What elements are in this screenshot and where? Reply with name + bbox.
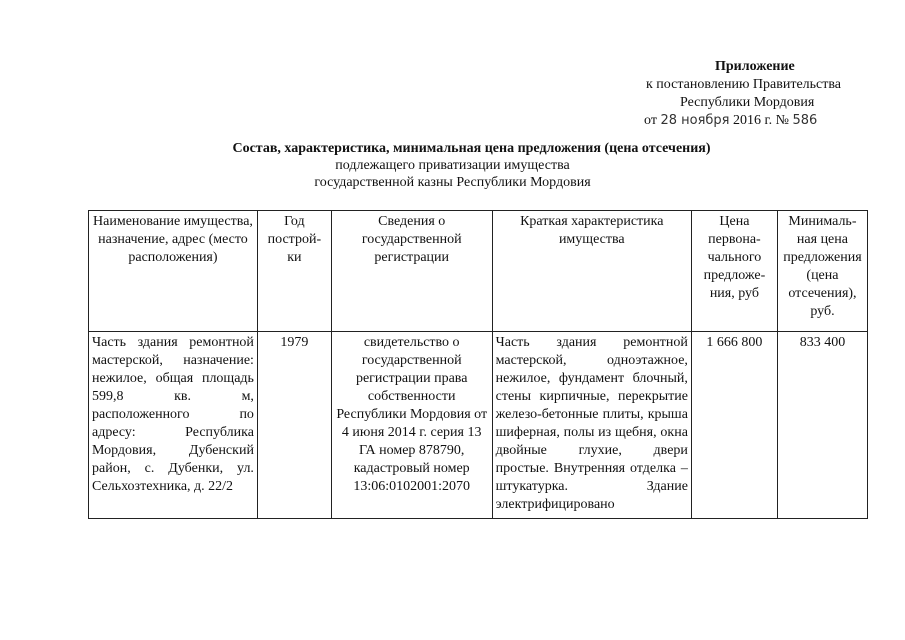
header-initial-price: Цена первона-чального предложе-ния, руб: [691, 211, 777, 332]
appendix-line-resolution: к постановлению Правительства: [646, 77, 842, 92]
property-table: [88, 210, 868, 519]
appendix-title: Приложение: [715, 59, 795, 74]
handwritten-date: 28 ноября: [660, 113, 730, 128]
header-min-price: Минималь-ная цена предложения (цена отсечения), руб.: [777, 211, 867, 332]
cell-year-built: 1979: [257, 332, 331, 519]
appendix-block: [560, 58, 900, 130]
cell-name-address: Часть здания ремонтной мастерской, назначение: нежилое, общая площадь 599,8 кв. м, расположенного по адресу: Республика Мордовия, Дубенский район, с. Дубенки, ул. Сельхозтехника, д. 22/2: [89, 332, 258, 519]
header-characteristics: Краткая характеристика имущества: [492, 211, 691, 332]
date-prefix: от: [644, 113, 657, 128]
heading-main: Состав, характеристика, минимальная цена предложения (цена отсечения): [232, 141, 711, 156]
appendix-line-date: [560, 112, 900, 130]
cell-registration: свидетельство о государственной регистрации права собственности Республики Мордовия от 4 июня 2014 г. серия 13 ГА номер 878790, кадастровый номер 13:06:0102001:2070: [331, 332, 492, 519]
heading-sub-2: государственной казны Республики Мордовия: [314, 175, 591, 190]
document-heading: [0, 140, 905, 191]
cell-characteristics: Часть здания ремонтной мастерской, одноэтажное, нежилое, фундамент блочный, стены кирпичные, перекрытие железо-бетонные плиты, крыша шиферная, полы из щебня, окна двойные глухие, двери простые. Внутренняя отделка – штукатурка. Здание электрифицировано: [492, 332, 691, 519]
header-registration: Сведения о государственной регистрации: [331, 211, 492, 332]
table-header-row: [89, 211, 868, 332]
date-year-number-label: 2016 г. №: [732, 113, 790, 128]
header-year-built: Год построй-ки: [257, 211, 331, 332]
table-row: [89, 332, 868, 519]
cell-min-price: 833 400: [777, 332, 867, 519]
header-name-address: Наименование имущества, назначение, адрес (место расположения): [89, 211, 258, 332]
cell-initial-price: 1 666 800: [691, 332, 777, 519]
appendix-line-republic: Республики Мордовия: [680, 95, 815, 110]
handwritten-number: 586: [792, 113, 818, 128]
heading-sub-1: подлежащего приватизации имущества: [335, 158, 570, 173]
